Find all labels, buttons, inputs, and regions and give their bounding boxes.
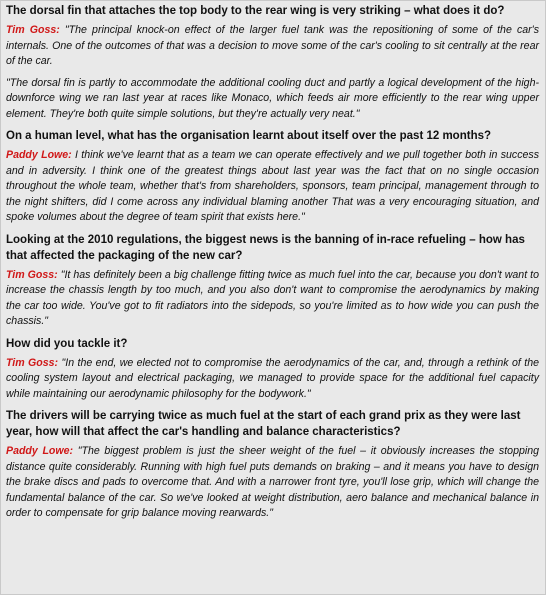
question-human-level: On a human level, what has the organisation learnt about itself over the past 12 months? — [6, 130, 492, 142]
answer-text: "The dorsal fin is partly to accommodate the additional cooling duct and partly a logical development of the high-downforce wing we ran last year at races like Monaco, which feeds air more efficiently to the rear wing upper element. They're both quite simple solutions, but they're actually very neat." — [6, 76, 539, 120]
answer-text: "The biggest problem is just the sheer weight of the fuel – it obviously increases the stopping distance quite considerably. Running with high fuel puts demands on braking – and it means you have to design the brake discs and pads to overcome that. And with a narrower front tyre, you'll lose grip, which will change the fundamental balance of the car. So we've looked at weight distribution, aero balance and mechanical balance in order to compensate for grip balance moving rearwards." — [6, 445, 539, 519]
answer-tackle — [6, 356, 539, 403]
speaker-label: Tim Goss: — [6, 268, 58, 281]
answer-text: "In the end, we elected not to compromise the aerodynamics of the car, and, through a rethink of the cooling system layout and electrical packaging, we managed to provide space for the additional fuel capacity while maintaining our aerodynamic philosophy for the bodywork." — [6, 356, 539, 400]
speaker-label: Tim Goss: — [6, 24, 60, 36]
answer-dorsal-fin-2 — [6, 76, 539, 123]
speaker-label: Tim Goss: — [6, 356, 59, 369]
question-tackle: How did you tackle it? — [6, 337, 128, 350]
answer-fuel-handling — [6, 444, 539, 522]
answer-human-level — [6, 148, 539, 226]
speaker-label: Paddy Lowe: — [6, 149, 72, 161]
answer-text: "The principal knock-on effect of the larger fuel tank was the repositioning of some of the car's internals. One of the outcomes of that was a decision to move some of the car's cooling to sit centrally at the rear of the car. — [6, 24, 539, 67]
answer-text: I think we've learnt that as a team we can operate effectively and we pull together both in success and in adversity. I think one of the greatest things about last year was the fact that on no single occasion throughout the whole team, whether that's from shareholders, sponsors, team principal, management through to the night shifters, did I come across any individual blaming another That was a very encouraging situation, and spoke volumes about the degree of team spirit that exists here." — [6, 149, 539, 223]
question-fuel-handling: The drivers will be carrying twice as much fuel at the start of each grand prix as they were last year, how will that affect the car's handling and balance characteristics? — [6, 410, 521, 438]
answer-dorsal-fin-1 — [6, 23, 539, 70]
answer-2010-regulations — [6, 268, 539, 330]
answer-text: "It has definitely been a big challenge fitting twice as much fuel into the car, because you don't want to increase the chassis length by too much, and you also don't want to compromise the aerodynamics by making the car too wide. You've got to fit radiators into the sidepods, so you're limited as to how wide you can push the chassis." — [6, 268, 539, 327]
speaker-label: Paddy Lowe: — [6, 445, 74, 457]
question-2010-regulations: Looking at the 2010 regulations, the biggest news is the banning of in-race refueling – how has that affected the packaging of the new car? — [6, 233, 525, 262]
question-dorsal-fin: The dorsal fin that attaches the top body to the rear wing is very striking – what does it do? — [6, 5, 505, 17]
